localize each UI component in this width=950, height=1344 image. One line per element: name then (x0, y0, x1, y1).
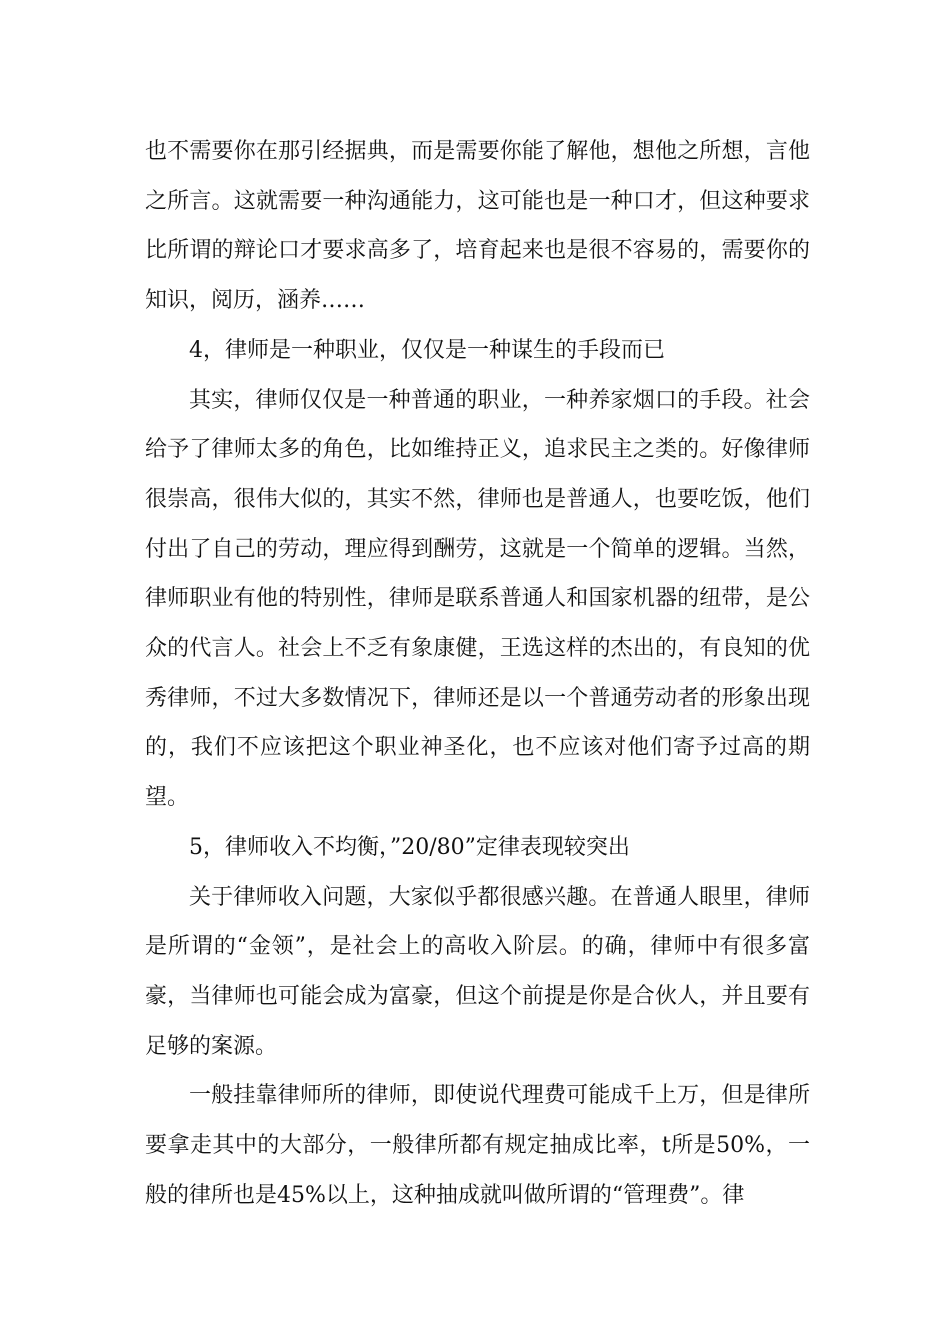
paragraph-income: 关于律师收入问题，大家似乎都很感兴趣。在普通人眼里，律师是所谓的“金领”，是社会上的高收入阶层。的确，律师中有很多富豪，当律师也可能会成为富豪，但这个前提是你是合伙人，并且要有足够的案源。 (145, 884, 810, 1059)
document-body (145, 127, 810, 1220)
paragraph-continuation: 也不需要你在那引经据典，而是需要你能了解他，想他之所想，言他之所言。这就需要一种沟通能力，这可能也是一种口才，但这种要求比所谓的辩论口才要求高多了，培育起来也是很不容易的，需要你的知识，阅历，涵养…… (145, 139, 810, 314)
paragraph-commission: 一般挂靠律师所的律师，即使说代理费可能成千上万，但是律所要拿走其中的大部分，一般律所都有规定抽成比率，t所是50%，一般的律所也是45%以上，这种抽成就叫做所谓的“管理费”。律 (145, 1083, 810, 1208)
section-heading-5: 5，律师收入不均衡，”20/80”定律表现较突出 (189, 834, 630, 860)
paragraph-profession: 其实，律师仅仅是一种普通的职业，一种养家烟口的手段。社会给予了律师太多的角色，比如维持正义，追求民主之类的。好像律师很崇高，很伟大似的，其实不然，律师也是普通人，也要吃饭，他们付出了自己的劳动，理应得到酬劳，这就是一个简单的逻辑。当然，律师职业有他的特别性，律师是联系普通人和国家机器的纽带，是公众的代言人。社会上不乏有象康健，王选这样的杰出的，有良知的优秀律师，不过大多数情况下，律师还是以一个普通劳动者的形象出现的，我们不应该把这个职业神圣化，也不应该对他们寄予过高的期望。 (145, 387, 810, 811)
section-heading-4: 4，律师是一种职业，仅仅是一种谋生的手段而已 (189, 337, 665, 363)
